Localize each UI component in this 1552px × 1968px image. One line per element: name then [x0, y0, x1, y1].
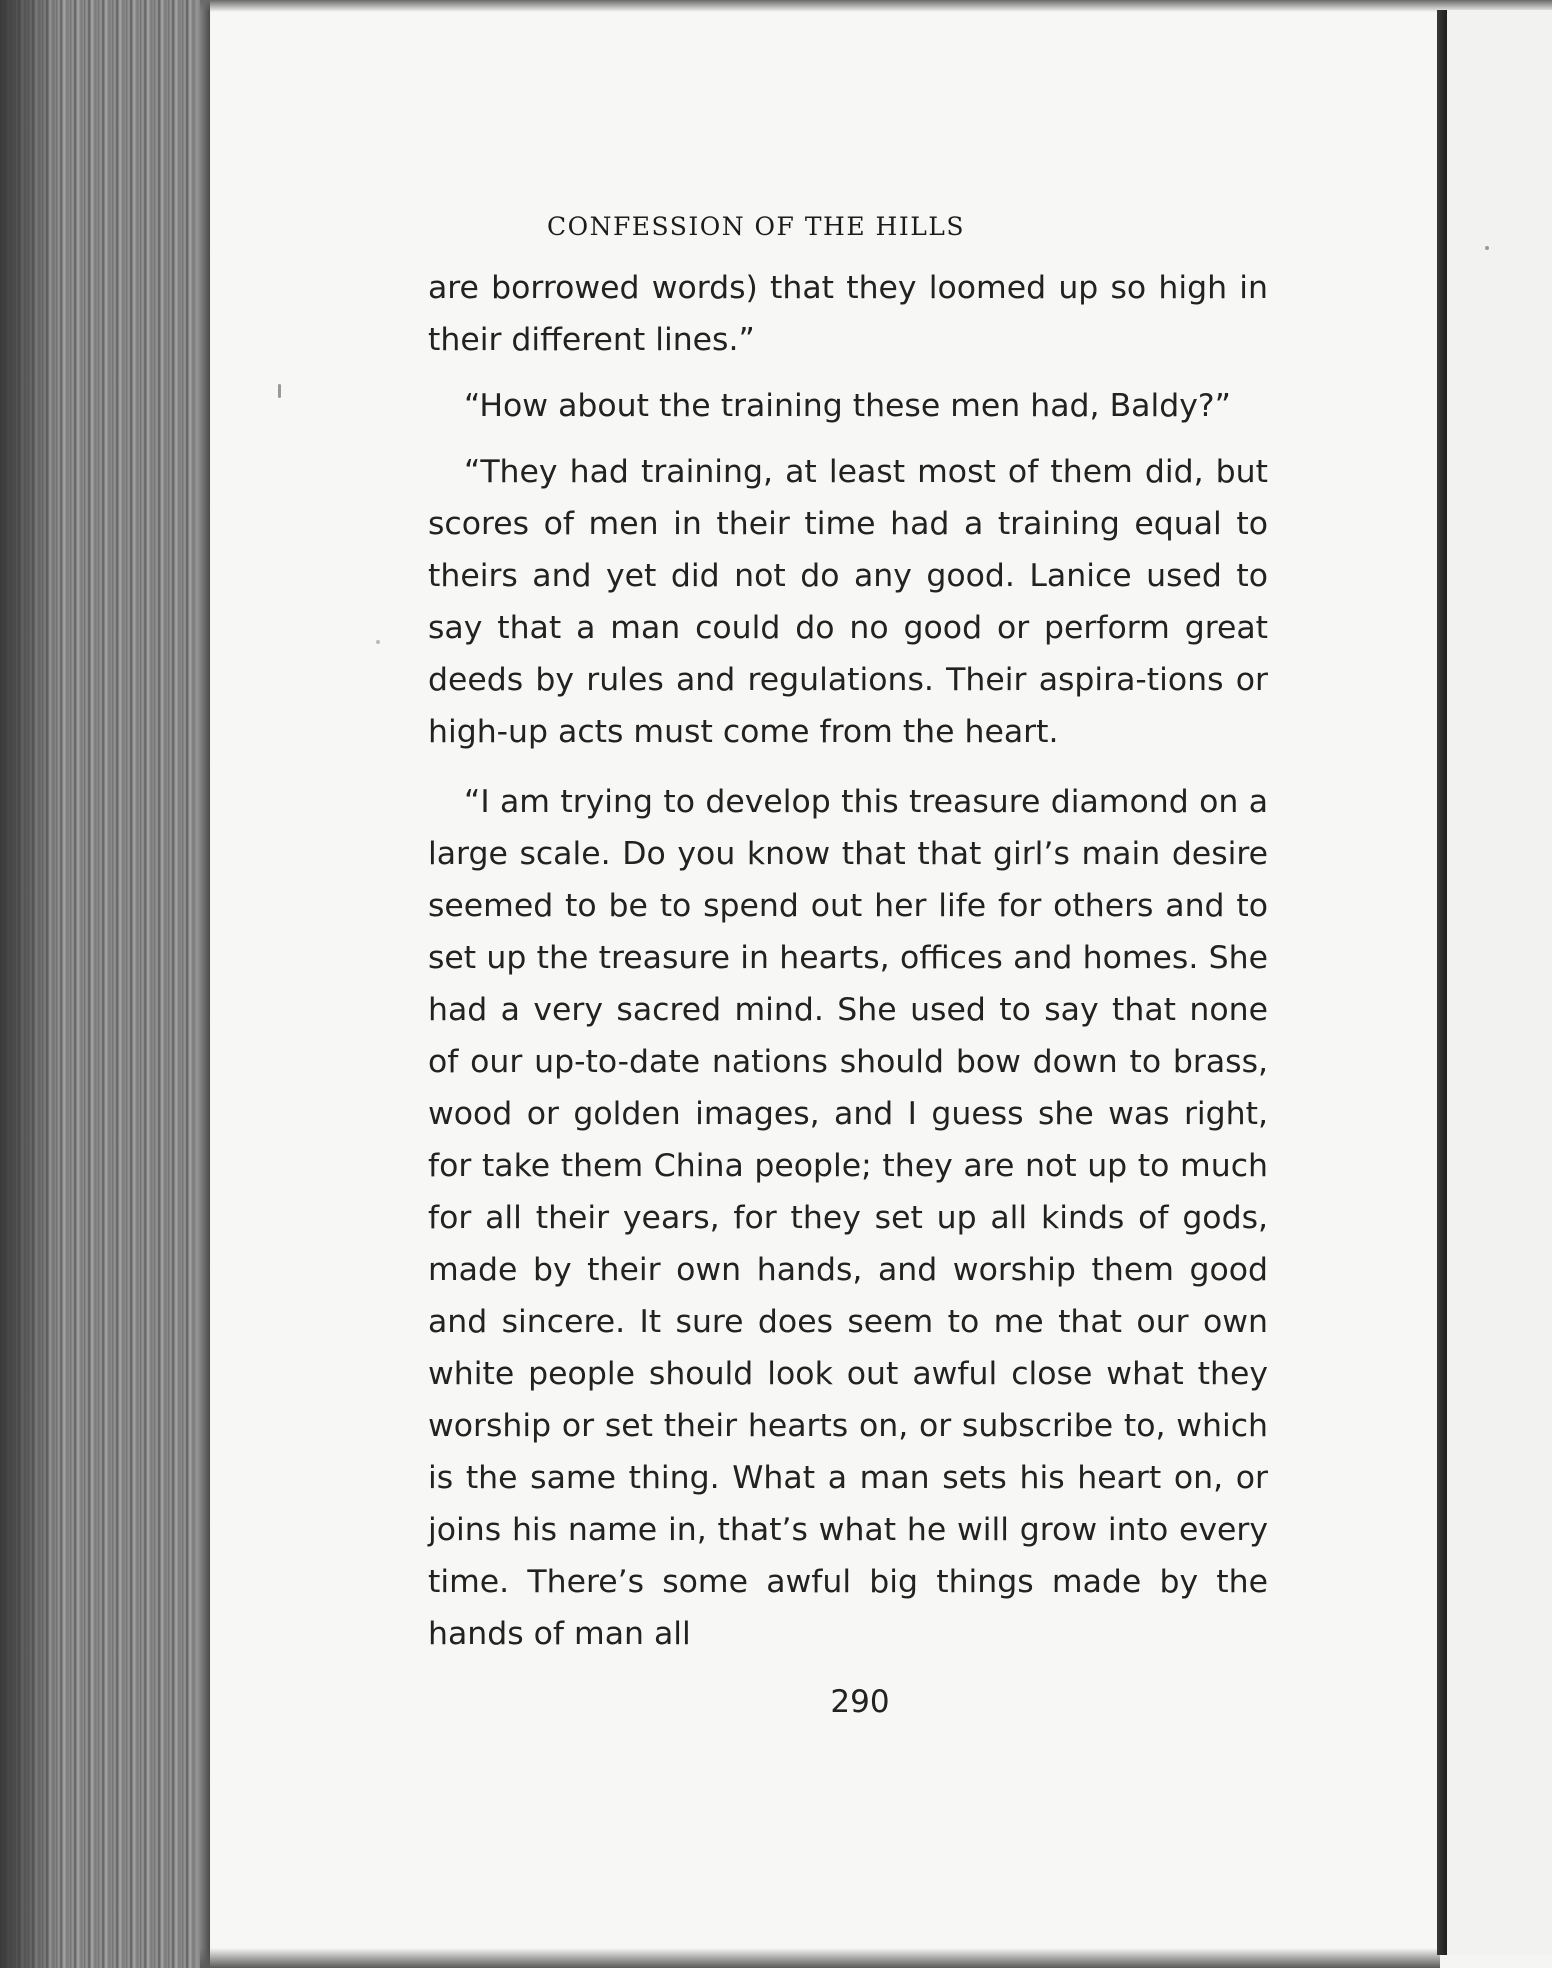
paragraph: are borrowed words) that they loomed up so high in their different lines.”	[428, 270, 1268, 358]
page-number: 290	[830, 1684, 890, 1720]
facing-page-sliver	[1447, 10, 1552, 1955]
paragraph: “They had training, at least most of them did, but scores of men in their time had a training equal to theirs and yet did not do any good. Lanice used to say that a man could do no good or perform great deeds by rules and regulations. Their aspira-tions or high-up acts must come from the heart.	[428, 454, 1268, 750]
speck	[376, 640, 380, 644]
bottom-shadow	[200, 1948, 1440, 1968]
paragraph: “I am trying to develop this treasure diamond on a large scale. Do you know that that girl’s main desire seemed to be to spend out her life for others and to set up the treasure in hearts, offices and homes. She had a very sacred mind. She used to say that none of our up-to-date nations should bow down to brass, wood or golden images, and I guess she was right, for take them China people; they are not up to much for all their years, for they set up all kinds of gods, made by their own hands, and worship them good and sincere. It sure does seem to me that our own white people should look out awful close what they worship or set their hearts on, or subscribe to, which is the same thing. What a man sets his heart on, or joins his name in, that’s what he will grow into every time. There’s some awful big things made by the hands of man all	[428, 784, 1268, 1652]
speck	[278, 384, 281, 398]
running-head: CONFESSION OF THE HILLS	[546, 212, 966, 241]
page-right-edge	[1437, 10, 1447, 1955]
gutter	[196, 0, 210, 1968]
speck	[1485, 246, 1489, 250]
paragraph: “How about the training these men had, Baldy?”	[464, 388, 1231, 424]
body-text	[428, 262, 1268, 1660]
page-edges-shadow	[0, 0, 60, 1968]
top-shadow	[200, 0, 1552, 12]
